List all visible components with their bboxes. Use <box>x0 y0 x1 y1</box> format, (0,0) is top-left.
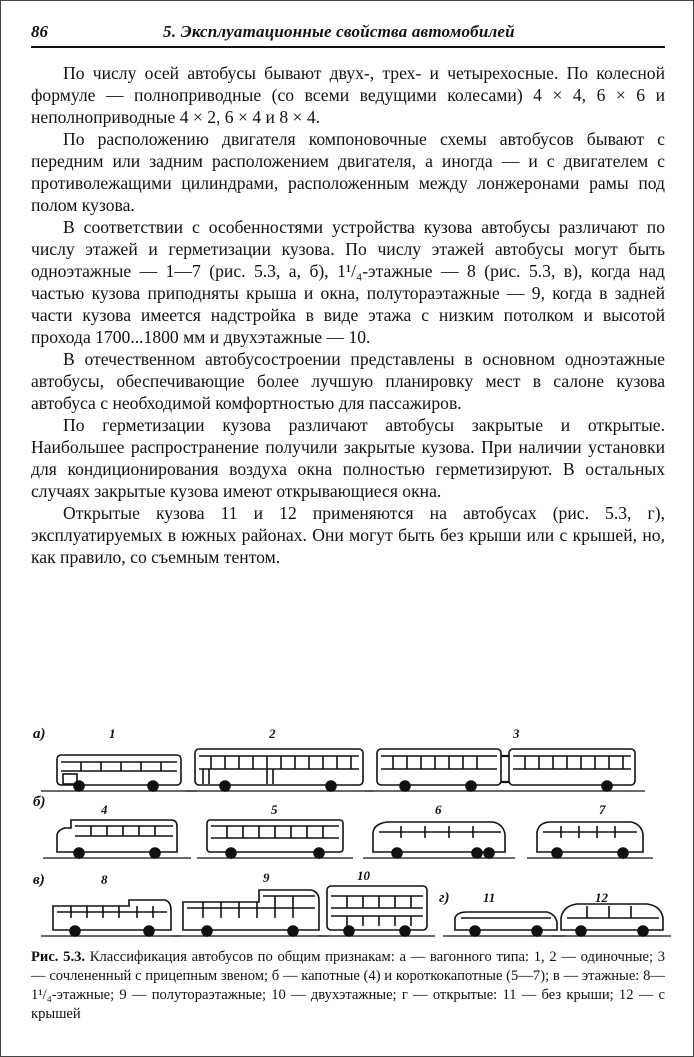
bus-10-drawing <box>317 886 435 936</box>
bus-number: 3 <box>513 726 520 741</box>
bus-number: 10 <box>357 868 370 883</box>
caption-text: Классификация автобусов по общим признакам: а — вагонного типа: 1, 2 — одиночные; 3 — сочлененный с прицепным звеном; б — капотные (4) и короткокапотные (5—7); в — этажные: 8—1¹/₄-этажные; 9 — полутораэтажные; 10 — двухэтажные; г — открытые: 11 — без крыши; 12 — с крышей <box>31 949 665 1022</box>
running-title: 5. Эксплуатационные свойства автомобилей <box>163 22 515 41</box>
bus-number: 6 <box>435 802 442 817</box>
bus-4-drawing <box>43 820 191 858</box>
paragraph: В отечественном автобусостроении представлены в основном одноэтажные автобусы, обеспечивающие более лучшую планировку мест в салоне кузова автобуса с необходимой комфортностью для пассажиров. <box>31 349 665 413</box>
paragraph: В соответствии с особенностями устройства кузова автобусы различают по числу этажей и герметизации кузова. По числу этажей автобусы могут быть одноэтажные — 1—7 (рис. 5.3, а, б), 1¹/₄-этажные — 8 (рис. 5.3, в), когда над частью кузова приподняты крыша и окна, полутораэтажные — 9, когда в задней части кузова имеется надстройка в виде этажа с низким потолком и высотой прохода 1700...1800 мм и двухэтажные — 10. <box>31 217 665 347</box>
bus-classification-figure <box>31 722 673 944</box>
bus-1-drawing <box>41 755 197 791</box>
body-text <box>31 62 665 568</box>
bus-5-drawing <box>197 820 353 858</box>
paragraph: По числу осей автобусы бывают двух-, трех- и четырехосные. По колесной формуле — полноприводные (со всеми ведущими колесами) 4 × 4, 6 × 6 и неполноприводные 4 × 2, 6 × 4 и 8 × 4. <box>31 63 665 127</box>
bus-7-drawing <box>527 822 653 858</box>
bus-number: 4 <box>101 802 108 817</box>
bus-9-drawing <box>171 890 329 936</box>
caption-label: Рис. 5.3. <box>31 949 86 965</box>
bus-number: 5 <box>271 802 278 817</box>
bus-8-drawing <box>41 900 181 936</box>
bus-2-drawing <box>185 749 373 791</box>
figure-caption <box>31 948 665 1024</box>
page-number: 86 <box>31 22 48 41</box>
bus-number: 7 <box>599 802 606 817</box>
bus-3-drawing <box>365 749 645 791</box>
bus-number: 1 <box>109 726 116 741</box>
bus-12-drawing <box>551 904 671 936</box>
bus-6-drawing <box>363 822 515 858</box>
paragraph: По герметизации кузова различают автобусы закрытые и открытые. Наибольшее распространение получили закрытые кузова. При наличии установки для кондиционирования воздуха окна полностью герметизируют. В остальных случаях закрытые кузова имеют открывающиеся окна. <box>31 415 665 501</box>
bus-number: 8 <box>101 872 108 887</box>
bus-number: 12 <box>595 890 608 905</box>
bus-11-drawing <box>443 912 565 936</box>
bus-drawings <box>31 722 673 944</box>
bus-number: 2 <box>269 726 276 741</box>
row-label: а) <box>33 726 46 742</box>
row-label: г) <box>439 890 450 906</box>
row-label: б) <box>33 794 46 810</box>
bus-number: 11 <box>483 890 496 905</box>
row-label: в) <box>33 872 45 888</box>
page-header <box>31 22 665 48</box>
bus-number: 9 <box>263 870 270 885</box>
paragraph: По расположению двигателя компоновочные схемы автобусов бывают с передним или задним расположением двигателя, а иногда — и с двигателем с противолежащими цилиндрами, расположенным между лонжеронами рамы под полом кузова. <box>31 129 665 215</box>
paragraph: Открытые кузова 11 и 12 применяются на автобусах (рис. 5.3, г), эксплуатируемых в южных районах. Они могут быть без крыши или с крышей, но, как правило, со съемным тентом. <box>31 503 665 567</box>
